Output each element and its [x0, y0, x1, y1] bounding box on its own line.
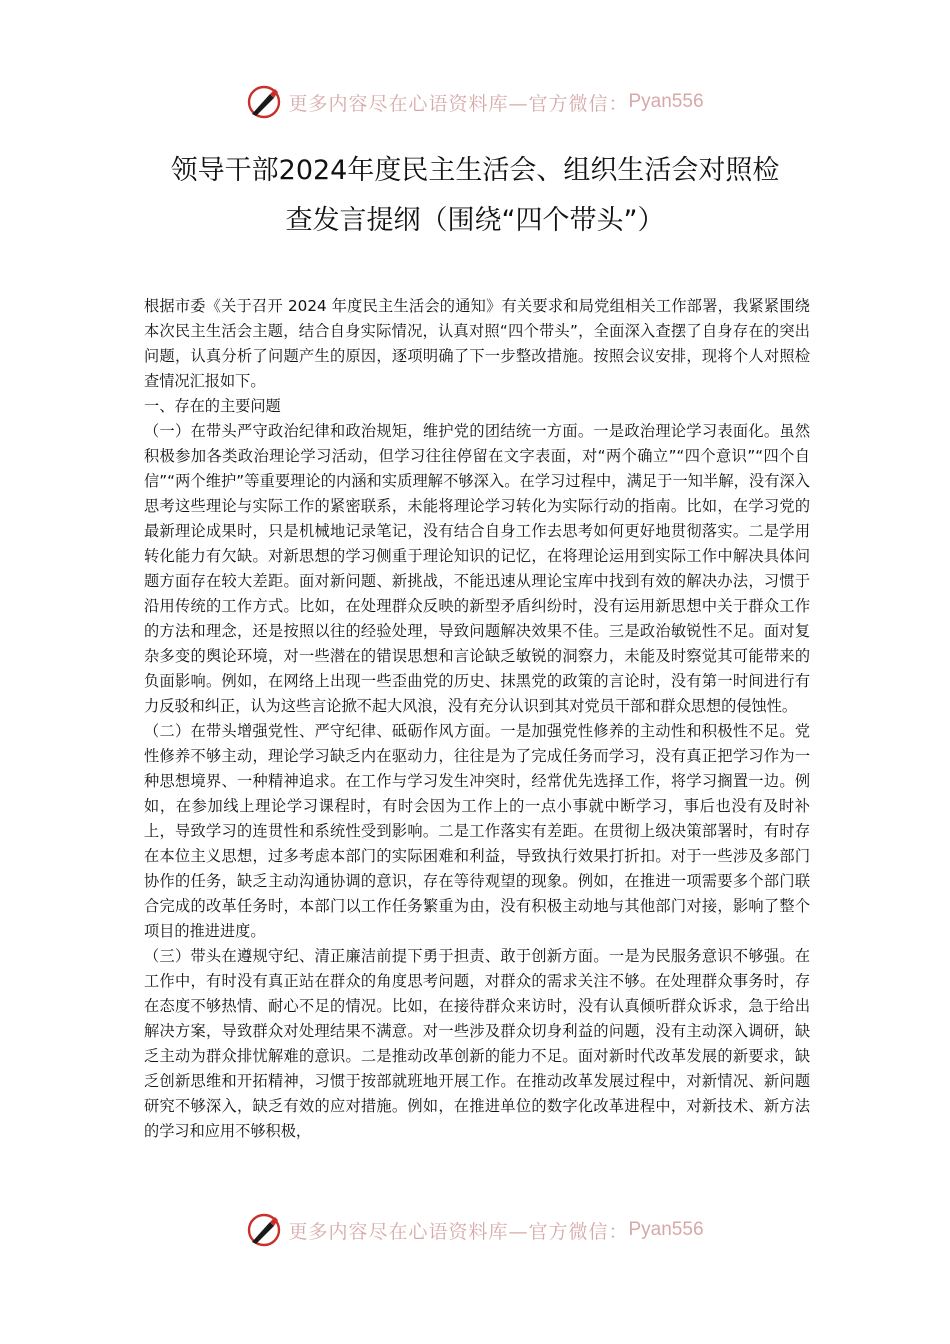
- watermark-wechat-id: Pyan556: [628, 91, 704, 112]
- body-paragraph: （三）带头在遵规守纪、清正廉洁前提下勇于担责、敢于创新方面。一是为民服务意识不够强。在工作中，有时没有真正站在群众的角度思考问题，对群众的需求关注不够。在处理群众事务时，存在态度不够热情、耐心不足的情况。比如，在接待群众来访时，没有认真倾听群众诉求，急于给出解决方案，导致群众对处理结果不满意。对一些涉及群众切身利益的问题，没有主动深入调研，缺乏主动为群众排忧解难的意识。二是推动改革创新的能力不足。面对新时代改革发展的新要求，缺乏创新思维和开拓精神，习惯于按部就班地开展工作。在推动改革发展过程中，对新情况、新问题研究不够深入，缺乏有效的应对措施。例如，在推进单位的数字化改革进程中，对新技术、新方法的学习和应用不够积极，: [144, 947, 810, 1140]
- watermark-text: 更多内容尽在心语资料库—官方微信：: [288, 1220, 629, 1243]
- footer-watermark-banner: [0, 1210, 950, 1250]
- intro-paragraph: 根据市委《关于召开 2024 年度民主生活会的通知》有关要求和局党组相关工作部署，我紧紧围绕本次民主生活会主题，结合自身实际情况，认真对照“四个带头”，全面深入查摆了自身存在的突出问题，认真分析了问题产生的原因，逐项明确了下一步整改措施。按照会议安排，现将个人对照检查情况汇报如下。: [144, 297, 810, 390]
- title-line-1: 领导干部2024年度民主生活会、组织生活会对照检: [170, 155, 780, 186]
- pen-logo-icon: [246, 84, 282, 120]
- body-paragraph: （二）在带头增强党性、严守纪律、砥砺作风方面。一是加强党性修养的主动性和积极性不足。党性修养不够主动，理论学习缺乏内在驱动力，往往是为了完成任务而学习，没有真正把学习作为一种思想境界、一种精神追求。在工作与学习发生冲突时，经常优先选择工作，将学习搁置一边。例如，在参加线上理论学习课程时，有时会因为工作上的一点小事就中断学习，事后也没有及时补上，导致学习的连贯性和系统性受到影响。二是工作落实有差距。在贯彻上级决策部署时，有时存在本位主义思想，过多考虑本部门的实际困难和利益，导致执行效果打折扣。对于一些涉及多部门协作的任务，缺乏主动沟通协调的意识，存在等待观望的现象。例如，在推进一项需要多个部门联合完成的改革任务时，本部门以工作任务繁重为由，没有积极主动地与其他部门对接，影响了整个项目的推进进度。: [144, 722, 810, 940]
- title-line-2: 查发言提纲（围绕“四个带头”）: [285, 205, 665, 236]
- document-title: [130, 146, 820, 246]
- watermark-wechat-id: Pyan556: [628, 1219, 704, 1240]
- header-watermark-banner: [0, 82, 950, 122]
- pen-logo-icon: [246, 1212, 282, 1248]
- section-heading: 一、存在的主要问题: [144, 397, 281, 415]
- body-paragraph: （一）在带头严守政治纪律和政治规矩，维护党的团结统一方面。一是政治理论学习表面化。虽然积极参加各类政治理论学习活动，但学习往往停留在文字表面，对“两个确立”“四个意识”“四个自信”“两个维护”等重要理论的内涵和实质理解不够深入。在学习过程中，满足于一知半解，没有深入思考这些理论与实际工作的紧密联系，未能将理论学习转化为实际行动的指南。比如，在学习党的最新理论成果时，只是机械地记录笔记，没有结合自身工作去思考如何更好地贯彻落实。二是学用转化能力有欠缺。对新思想的学习侧重于理论知识的记忆，在将理论运用到实际工作中解决具体问题方面存在较大差距。面对新问题、新挑战，不能迅速从理论宝库中找到有效的解决办法，习惯于沿用传统的工作方式。比如，在处理群众反映的新型矛盾纠纷时，没有运用新思想中关于群众工作的方法和理念，还是按照以往的经验处理，导致问题解决效果不佳。三是政治敏锐性不足。面对复杂多变的舆论环境，对一些潜在的错误思想和言论缺乏敏锐的洞察力，未能及时察觉其可能带来的负面影响。例如，在网络上出现一些歪曲党的历史、抹黑党的政策的言论时，没有第一时间进行有力反驳和纠正，认为这些言论掀不起大风浪，没有充分认识到其对党员干部和群众思想的侵蚀性。: [144, 422, 810, 715]
- document-body: [144, 294, 810, 1144]
- watermark-text: 更多内容尽在心语资料库—官方微信：: [288, 92, 629, 115]
